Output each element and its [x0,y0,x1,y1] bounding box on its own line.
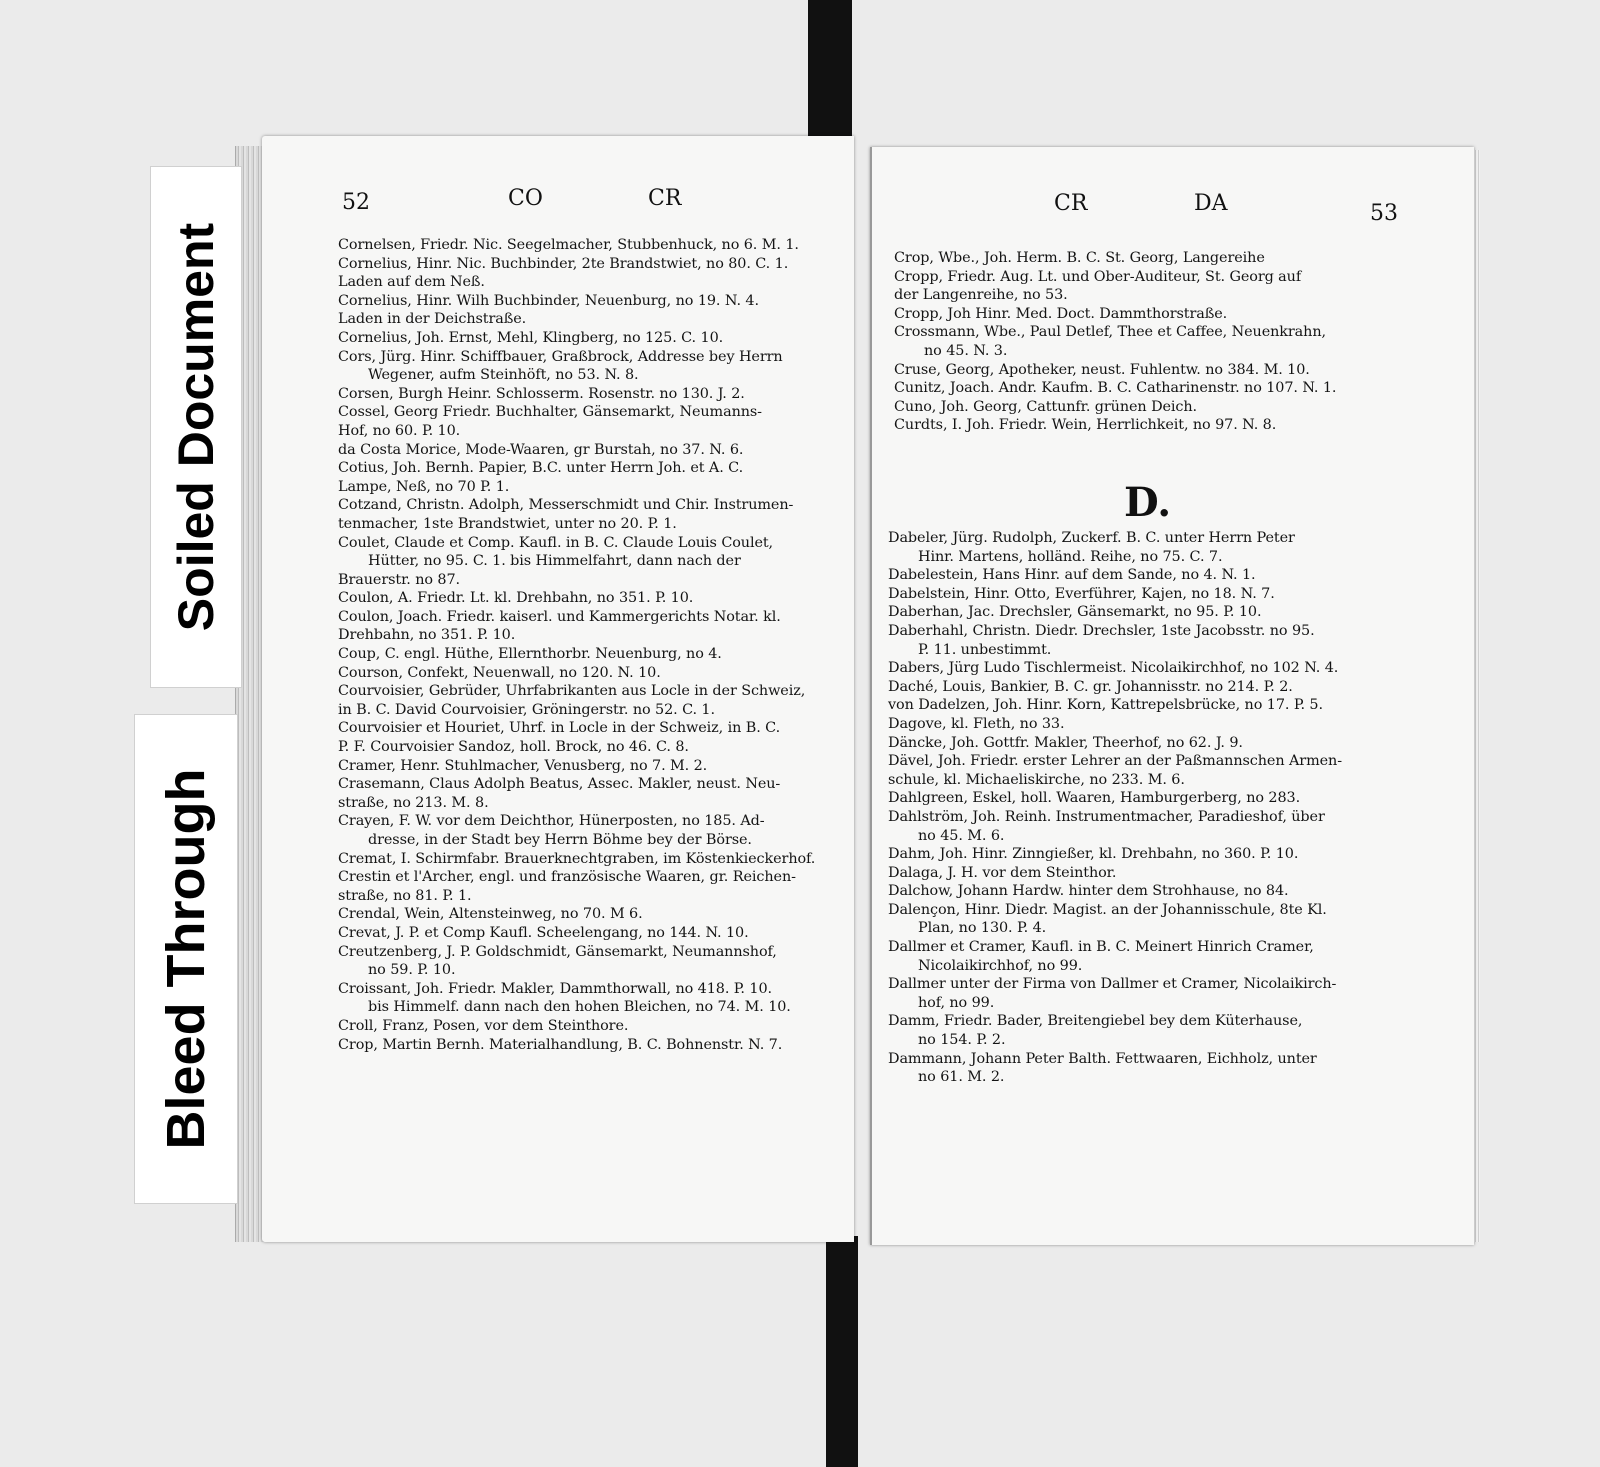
entries-list-cr [894,249,1454,435]
directory-entry-line: Dalaga, J. H. vor dem Steinthor. [888,864,1117,881]
header-right: CR [648,186,682,211]
directory-entry-line: Dahlgreen, Eskel, holl. Waaren, Hamburgerberg, no 283. [888,790,1301,807]
directory-entry-line: Dallmer et Cramer, Kaufl. in B. C. Meinert Hinrich Cramer, [888,939,1314,956]
directory-entry-line: Coulon, Joach. Friedr. kaiserl. und Kammergerichts Notar. kl. [338,608,781,625]
directory-entry-line: Cornelius, Joh. Ernst, Mehl, Klingberg, no 125. C. 10. [338,329,724,346]
directory-entry-line: Croissant, Joh. Friedr. Makler, Dammthorwall, no 418. P. 10. [338,980,772,997]
directory-entry-line: Cornelius, Hinr. Wilh Buchbinder, Neuenburg, no 19. N. 4. [338,292,759,309]
directory-entry-line: Plan, no 130. P. 4. [918,920,1047,937]
directory-entry-line: tenmacher, 1ste Brandstwiet, unter no 20. P. 1. [338,515,677,532]
directory-entry-line: Dahlström, Joh. Reinh. Instrumentmacher, Paradieshof, über [888,808,1325,825]
entries-list-d [888,529,1460,1087]
directory-entry-line: Coup, C. engl. Hüthe, Ellernthorbr. Neuenburg, no 4. [338,646,722,663]
directory-entry-line: Courvoisier, Gebrüder, Uhrfabrikanten aus Locle in der Schweiz, [338,683,806,700]
directory-entry-line: Wegener, aufm Steinhöft, no 53. N. 8. [368,367,639,384]
left-page [262,136,854,1242]
soiled-document-label [150,166,242,688]
directory-entry-line: Cremat, I. Schirmfabr. Brauerknechtgraben, im Köstenkieckerhof. [338,850,816,867]
directory-entry-line: Corsen, Burgh Heinr. Schlosserm. Rosenstr. no 130. J. 2. [338,385,745,402]
directory-entry-line: dresse, in der Stadt bey Herrn Böhme bey der Börse. [368,832,752,848]
directory-entry-line: Dävel, Joh. Friedr. erster Lehrer an der Paßmannschen Armen- [888,753,1342,770]
directory-entry-line: no 59. P. 10. [368,962,456,979]
section-letter: D. [1124,479,1172,526]
directory-entry-line: Crasemann, Claus Adolph Beatus, Assec. Makler, neust. Neu- [338,776,781,793]
directory-entry-line: no 45. M. 6. [918,827,1005,844]
directory-entry-line: Dallmer unter der Firma von Dallmer et Cramer, Nicolaikirch- [888,976,1337,993]
directory-entry-line: no 45. N. 3. [924,342,1008,359]
directory-entry-line: Creutzenberg, J. P. Goldschmidt, Gänsemarkt, Neumannshof, [338,943,777,960]
binding-strap-top [808,0,852,150]
directory-entry-line: der Langenreihe, no 53. [894,287,1068,304]
directory-entry-line: Dammann, Johann Peter Balth. Fettwaaren, Eichholz, unter [888,1050,1317,1067]
directory-entry-line: Croll, Franz, Posen, vor dem Steinthore. [338,1017,629,1034]
directory-entry-line: Laden in der Deichstraße. [338,311,527,328]
directory-entry-line: Crop, Martin Bernh. Materialhandlung, B. C. Bohnenstr. N. 7. [338,1036,783,1053]
directory-entry-line: Daberhahl, Christn. Diedr. Drechsler, 1ste Jacobsstr. no 95. [888,622,1315,639]
directory-entry-line: Dahm, Joh. Hinr. Zinngießer, kl. Drehbahn, no 360. P. 10. [888,846,1299,863]
directory-entry-line: Curdts, I. Joh. Friedr. Wein, Herrlichkeit, no 97. N. 8. [894,417,1277,434]
directory-entry-line: Daberhan, Jac. Drechsler, Gänsemarkt, no 95. P. 10. [888,604,1262,621]
directory-entry-line: Courson, Confekt, Neuenwall, no 120. N. 10. [338,664,661,681]
directory-entry-line: Coulon, A. Friedr. Lt. kl. Drehbahn, no 351. P. 10. [338,590,694,607]
directory-entry-line: no 61. M. 2. [918,1069,1005,1086]
directory-entry-line: Drehbahn, no 351. P. 10. [338,627,516,644]
directory-entry-line: Coulet, Claude et Comp. Kaufl. in B. C. Claude Louis Coulet, [338,534,774,551]
directory-entry-line: Crossmann, Wbe., Paul Detlef, Thee et Caffee, Neuenkrahn, [894,324,1326,341]
header-right: DA [1194,191,1228,216]
directory-entry-line: hof, no 99. [918,994,995,1011]
directory-entry-line: Cropp, Friedr. Aug. Lt. und Ober-Auditeur, St. Georg auf [894,268,1302,285]
directory-entry-line: Hinr. Martens, holländ. Reihe, no 75. C. 7. [918,548,1223,565]
directory-entry-line: Crendal, Wein, Altensteinweg, no 70. M 6. [338,906,643,923]
soiled-document-text: Soiled Document [168,222,224,632]
directory-entry-line: Dabelestein, Hans Hinr. auf dem Sande, no 4. N. 1. [888,567,1256,584]
directory-entry-line: Dagove, kl. Fleth, no 33. [888,715,1065,732]
directory-entry-line: Cunitz, Joach. Andr. Kaufm. B. C. Catharinenstr. no 107. N. 1. [894,380,1337,397]
directory-entry-line: in B. C. David Courvoisier, Gröningerstr. no 52. C. 1. [338,701,715,718]
bleed-through-label [134,714,238,1204]
directory-entry-line: Dabeler, Jürg. Rudolph, Zuckerf. B. C. unter Herrn Peter [888,530,1295,546]
directory-entry-line: Laden auf dem Neß. [338,274,485,291]
directory-entry-line: Crevat, J. P. et Comp Kaufl. Scheelengang, no 144. N. 10. [338,924,749,941]
directory-entry-line: Cramer, Henr. Stuhlmacher, Venusberg, no 7. M. 2. [338,757,708,774]
directory-entry-line: Cotius, Joh. Bernh. Papier, B.C. unter Herrn Joh. et A. C. [338,460,744,477]
directory-entry-line: Daché, Louis, Bankier, B. C. gr. Johannisstr. no 214. P. 2. [888,678,1293,695]
directory-entry-line: bis Himmelf. dann nach den hohen Bleichen, no 74. M. 10. [368,999,791,1016]
header-left: CR [1054,191,1088,216]
directory-entry-line: Cotzand, Christn. Adolph, Messerschmidt und Chir. Instrumen- [338,497,794,514]
page-number: 52 [342,190,370,215]
header-left: CO [508,186,543,211]
directory-entry-line: Cornelius, Hinr. Nic. Buchbinder, 2te Brandstwiet, no 80. C. 1. [338,255,789,272]
directory-entry-line: Hütter, no 95. C. 1. bis Himmelfahrt, dann nach der [368,553,741,570]
directory-entry-line: no 154. P. 2. [918,1032,1006,1049]
directory-entry-line: Hof, no 60. P. 10. [338,422,461,439]
directory-entry-line: Cruse, Georg, Apotheker, neust. Fuhlentw. no 384. M. 10. [894,361,1310,378]
directory-entry-line: Däncke, Joh. Gottfr. Makler, Theerhof, no 62. J. 9. [888,734,1243,751]
page-number: 53 [1370,201,1398,226]
directory-entry-line: Dabelstein, Hinr. Otto, Everführer, Kajen, no 18. N. 7. [888,585,1275,602]
entries-list [338,236,838,1054]
directory-entry-line: P. 11. unbestimmt. [918,641,1052,658]
directory-entry-line: da Costa Morice, Mode-Waaren, gr Burstah, no 37. N. 6. [338,441,744,458]
directory-entry-line: Lampe, Neß, no 70 P. 1. [338,478,510,495]
directory-entry-line: Crop, Wbe., Joh. Herm. B. C. St. Georg, Langereihe [894,250,1265,266]
directory-entry-line: straße, no 81. P. 1. [338,887,472,904]
directory-entry-line: straße, no 213. M. 8. [338,794,489,811]
directory-entry-line: Damm, Friedr. Bader, Breitengiebel bey dem Küterhause, [888,1013,1303,1030]
bleed-through-text: Bleed Through [156,768,216,1150]
directory-entry-line: Cropp, Joh Hinr. Med. Doct. Dammthorstraße. [894,305,1228,322]
directory-entry-line: Dabers, Jürg Ludo Tischlermeist. Nicolaikirchhof, no 102 N. 4. [888,660,1339,677]
directory-entry-line: Dalençon, Hinr. Diedr. Magist. an der Johannisschule, 8te Kl. [888,901,1327,918]
directory-entry-line: Crayen, F. W. vor dem Deichthor, Hünerposten, no 185. Ad- [338,813,765,830]
directory-entry-line: P. F. Courvoisier Sandoz, holl. Brock, no 46. C. 8. [338,739,689,756]
directory-entry-line: Nicolaikirchhof, no 99. [918,957,1083,974]
directory-entry-line: Brauerstr. no 87. [338,571,461,588]
right-page [870,147,1474,1245]
directory-entry-line: Crestin et l'Archer, engl. und französische Waaren, gr. Reichen- [338,869,796,886]
directory-entry-line: Cossel, Georg Friedr. Buchhalter, Gänsemarkt, Neumanns- [338,404,762,421]
directory-entry-line: Courvoisier et Houriet, Uhrf. in Locle in der Schweiz, in B. C. [338,720,781,737]
directory-entry-line: Cornelsen, Friedr. Nic. Seegelmacher, Stubbenhuck, no 6. M. 1. [338,237,799,253]
binding-strap-bottom [826,1236,858,1467]
directory-entry-line: von Dadelzen, Joh. Hinr. Korn, Kattrepelsbrücke, no 17. P. 5. [888,697,1323,714]
directory-entry-line: Cuno, Joh. Georg, Cattunfr. grünen Deich. [894,398,1198,415]
directory-entry-line: schule, kl. Michaeliskirche, no 233. M. 6. [888,771,1185,788]
directory-entry-line: Cors, Jürg. Hinr. Schiffbauer, Graßbrock, Addresse bey Herrn [338,348,783,365]
directory-entry-line: Dalchow, Johann Hardw. hinter dem Strohhause, no 84. [888,883,1289,900]
